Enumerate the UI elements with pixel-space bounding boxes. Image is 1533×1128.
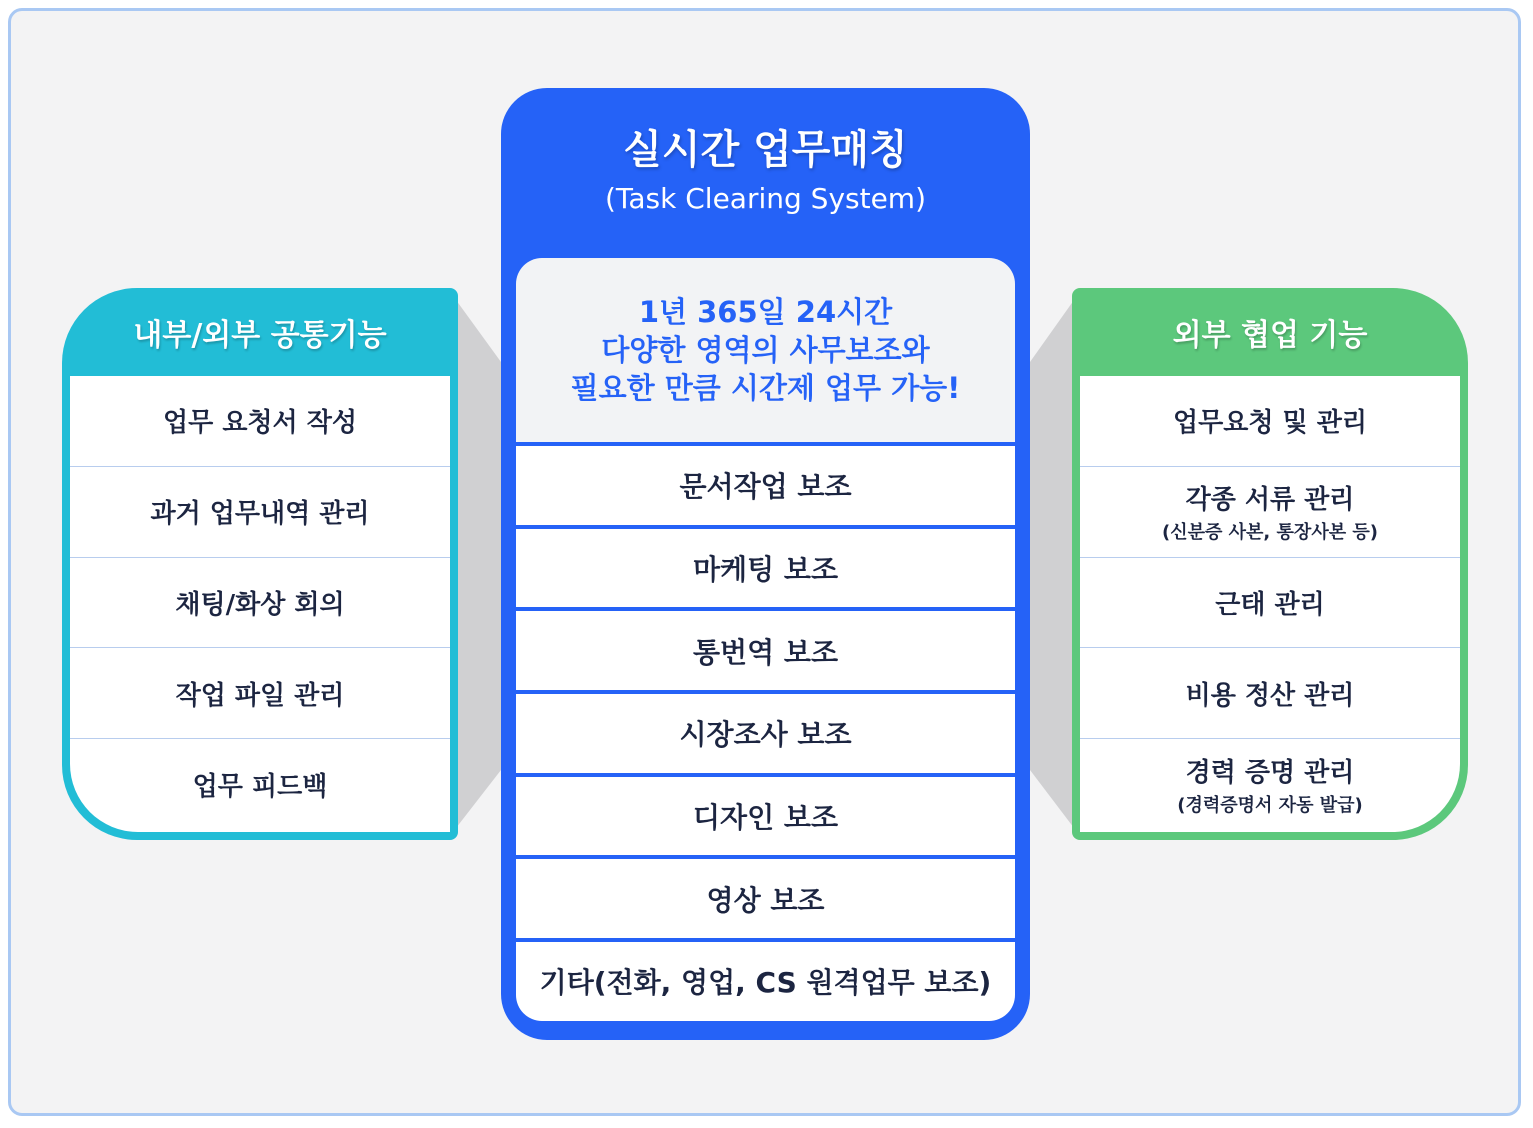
common-feature-label: 채팅/화상 회의 (175, 589, 345, 620)
common-features-title: 내부/외부 공통기능 (133, 318, 387, 353)
task-category-item: 마케팅 보조 (516, 529, 1015, 608)
external-collab-title: 외부 협업 기능 (1172, 318, 1368, 353)
common-feature-label: 업무 요청서 작성 (163, 408, 357, 439)
task-matching-subtitle: (Task Clearing System) (604, 182, 926, 215)
task-matching-list (516, 258, 1015, 1025)
common-feature-item (70, 739, 450, 830)
highlight-line: 필요한 만큼 시간제 업무 가능! (570, 371, 961, 405)
collab-feature-label: 각종 서류 관리 (1185, 485, 1355, 516)
collab-feature-note: (경력증명서 자동 발급) (1177, 795, 1363, 817)
common-feature-item (70, 648, 450, 739)
common-feature-item (70, 467, 450, 558)
task-matching-title: 실시간 업무매칭 (623, 127, 908, 173)
common-feature-item (70, 558, 450, 649)
common-feature-label: 업무 피드백 (192, 772, 328, 803)
collab-feature-item (1080, 558, 1460, 649)
highlight-line: 다양한 영역의 사무보조와 (601, 333, 930, 367)
collab-feature-item (1080, 648, 1460, 739)
task-category-item: 시장조사 보조 (516, 694, 1015, 773)
external-collab-list (1080, 376, 1460, 832)
task-category-item: 디자인 보조 (516, 777, 1015, 856)
common-feature-label: 과거 업무내역 관리 (150, 499, 370, 530)
common-features-list (70, 376, 450, 832)
collab-feature-label: 경력 증명 관리 (1185, 758, 1355, 789)
highlight-line: 1년 365일 24시간 (638, 295, 893, 329)
external-collab-card (1072, 288, 1468, 840)
common-feature-label: 작업 파일 관리 (175, 680, 345, 711)
collab-feature-item (1080, 467, 1460, 558)
collab-feature-label: 비용 정산 관리 (1185, 680, 1355, 711)
collab-feature-label: 근태 관리 (1215, 589, 1325, 620)
collab-feature-item (1080, 739, 1460, 830)
right-connector (1030, 300, 1074, 828)
task-category-item: 영상 보조 (516, 859, 1015, 938)
left-connector (456, 300, 501, 828)
task-category-item: 통번역 보조 (516, 611, 1015, 690)
common-features-card (62, 288, 458, 840)
task-matching-highlight (516, 258, 1015, 442)
task-category-item: 기타(전화, 영업, CS 원격업무 보조) (516, 942, 1015, 1021)
collab-feature-label: 업무요청 및 관리 (1173, 408, 1367, 439)
collab-feature-item (1080, 376, 1460, 467)
task-matching-card (501, 88, 1030, 1040)
task-category-item: 문서작업 보조 (516, 446, 1015, 525)
collab-feature-note: (신분증 사본, 통장사본 등) (1162, 522, 1378, 544)
common-feature-item (70, 376, 450, 467)
